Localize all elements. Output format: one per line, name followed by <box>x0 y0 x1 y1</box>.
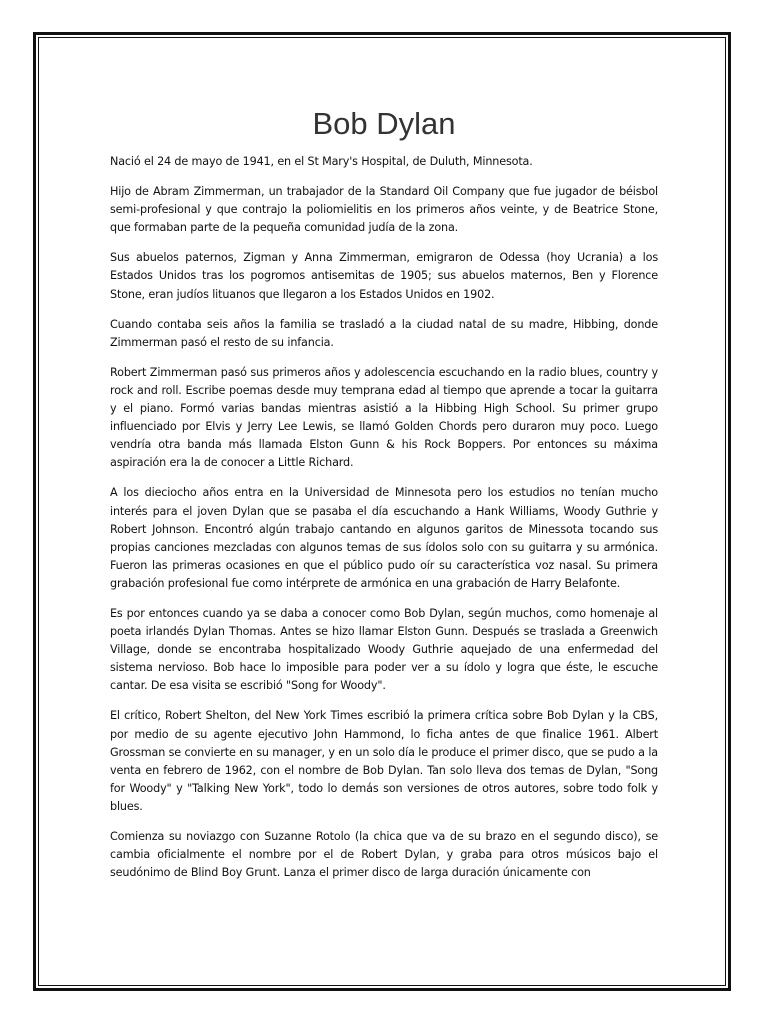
paragraph-university: A los dieciocho años entra en la Universidad de Minnesota pero los estudios no tenían mucho interés para el joven Dylan que se pasaba el día escuchando a Hank Williams, Woody Guthrie y Robert Johnson. Encontró algún trabajo cantando en algunos garitos de Minessota tocando sus propias canciones mezcladas con algunos temas de sus ídolos solo con su guitarra y su armónica. Fueron las primeras ocasiones en que el público pudo oír su característica voz nasal. Su primera grabación profesional fue como intérprete de armónica en una grabación de Harry Belafonte. <box>110 486 658 590</box>
paragraph-adolescence: Robert Zimmerman pasó sus primeros años y adolescencia escuchando en la radio blues, country y rock and roll. Escribe poemas desde muy temprana edad al tiempo que aprende a tocar la guitarra y el piano. Formó varias bandas mientras asistió a la Hibbing High School. Su primer grupo influenciado por Elvis y Jerry Lee Lewis, se llamó Golden Chords pero duraron muy poco. Luego vendría otra banda más llamada Elston Gunn & his Rock Boppers. Por entonces su máxima aspiración era la de conocer a Little Richard. <box>110 365 658 470</box>
paragraph-grandparents: Sus abuelos paternos, Zigman y Anna Zimmerman, emigraron de Odessa (hoy Ucrania) a los Estados Unidos tras los pogromos antisemitas de 1905; sus abuelos maternos, Ben y Florence Stone, eran judíos lituanos que llegaron a los Estados Unidos en 1902. <box>110 251 658 301</box>
paragraph-first-record: El crítico, Robert Shelton, del New York Times escribió la primera crítica sobre Bob Dylan y la CBS, por medio de su agente ejecutivo John Hammond, lo ficha antes de que finalice 1961. Albert Grossman se convierte en su manager, y en un solo día le produce el primer disco, que se pudo a la venta en febrero de 1962, con el nombre de Bob Dylan. Tan solo lleva dos temas de Dylan, "Song for Woody" y "Talking New York", todo lo demás son versiones de otros autores, sobre todo folk y blues. <box>110 709 658 813</box>
paragraph-childhood: Cuando contaba seis años la familia se trasladó a la ciudad natal de su madre, Hibbing, donde Zimmerman pasó el resto de su infancia. <box>110 317 658 349</box>
paragraph-birth: Nació el 24 de mayo de 1941, en el St Mary's Hospital, de Duluth, Minnesota. <box>110 155 533 168</box>
paragraph-name-origin: Es por entonces cuando ya se daba a conocer como Bob Dylan, según muchos, como homenaje al poeta irlandés Dylan Thomas. Antes se hizo llamar Elston Gunn. Después se traslada a Greenwich Village, donde se encontraba hospitalizado Woody Guthrie aquejado de una enfermedad del sistema nervioso. Bob hace lo imposible para poder ver a su ídolo y logra que éste, le escuche cantar. De esa visita se escribió "Song for Woody". <box>110 606 658 693</box>
document-title: Bob Dylan <box>312 106 456 141</box>
paragraph-suzanne-rotolo: Comienza su noviazgo con Suzanne Rotolo (la chica que va de su brazo en el segundo disco), se cambia oficialmente el nombre por el de Robert Dylan, y graba para otros músicos bajo el seudónimo de Blind Boy Grunt. Lanza el primer disco de larga duración únicamente con <box>110 830 658 880</box>
document-body <box>110 104 658 894</box>
paragraph-parents: Hijo de Abram Zimmerman, un trabajador de la Standard Oil Company que fue jugador de béisbol semi-profesional y que contrajo la poliomielitis en los primeros años veinte, y de Beatrice Stone, que formaban parte de la pequeña comunidad judía de la zona. <box>110 185 658 235</box>
